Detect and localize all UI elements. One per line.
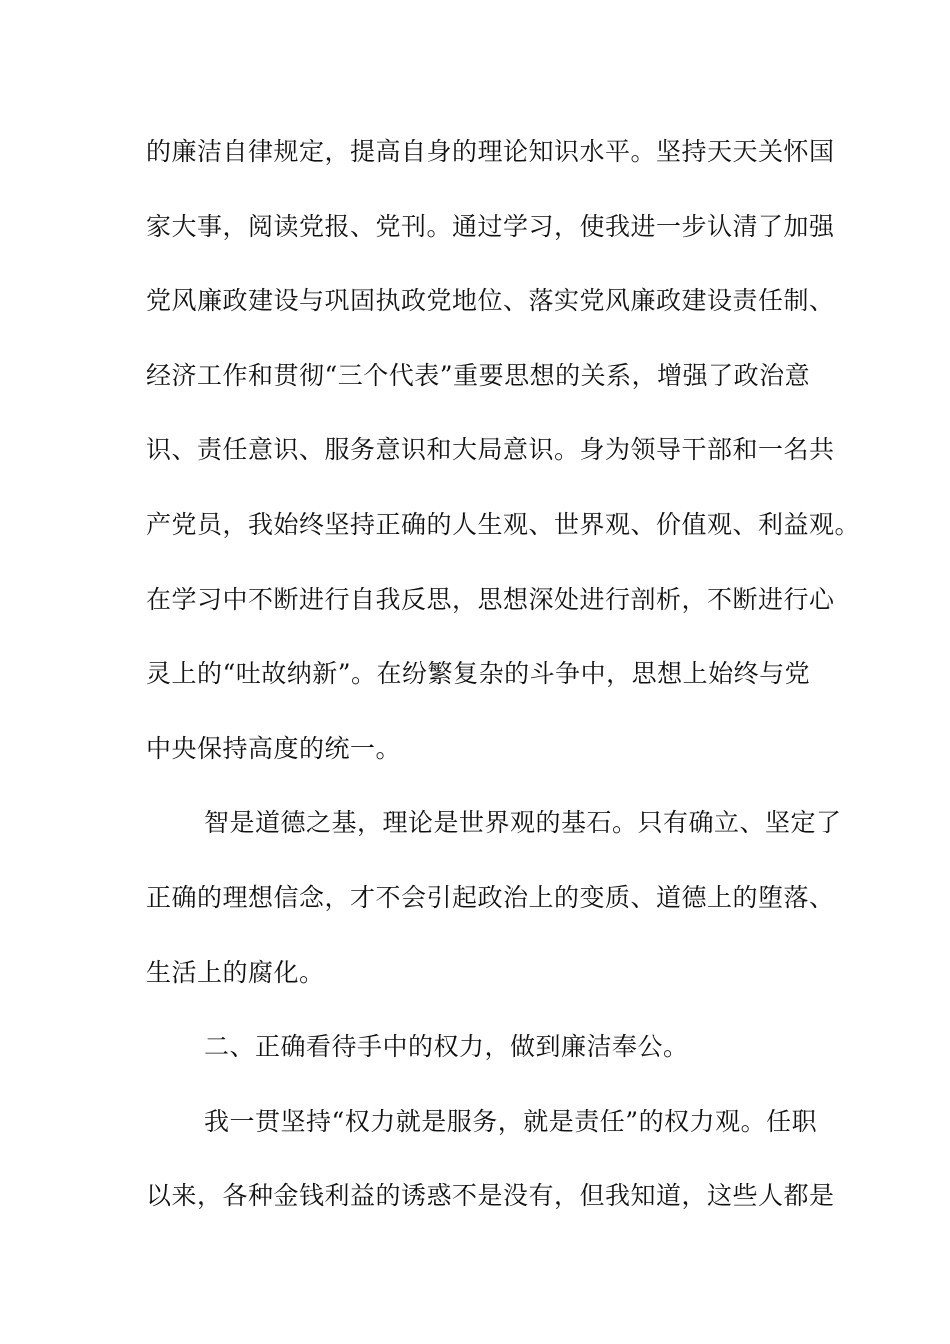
paragraph-first-line: 智是道德之基，理论是世界观的基石。只有确立、坚定了 — [204, 808, 842, 838]
section-heading: 二、正确看待手中的权力，做到廉洁奉公。 — [204, 1032, 689, 1062]
text-line: 党风廉政建设与巩固执政党地位、落实党风廉政建设责任制、 — [146, 286, 835, 316]
text-line: 以来，各种金钱利益的诱惑不是没有，但我知道，这些人都是 — [146, 1181, 835, 1211]
document-body — [146, 130, 861, 1249]
text-line: 正确的理想信念，才不会引起政治上的变质、道德上的堕落、 — [146, 882, 835, 912]
text-line: 识、责任意识、服务意识和大局意识。身为领导干部和一名共 — [146, 435, 835, 465]
text-line: 产党员，我始终坚持正确的人生观、世界观、价值观、利益观。 — [146, 509, 861, 539]
text-line: 经济工作和贯彻“三个代表”重要思想的关系，增强了政治意 — [146, 360, 811, 390]
text-line: 中央保持高度的统一。 — [146, 733, 402, 763]
paragraph-first-line: 我一贯坚持“权力就是服务，就是责任”的权力观。任职 — [204, 1106, 818, 1136]
text-line: 生活上的腐化。 — [146, 957, 325, 987]
text-line: 灵上的“吐故纳新”。在纷繁复杂的斗争中，思想上始终与党 — [146, 659, 811, 689]
text-line: 在学习中不断进行自我反思，思想深处进行剖析，不断进行心 — [146, 584, 835, 614]
text-line: 家大事，阅读党报、党刊。通过学习，使我进一步认清了加强 — [146, 211, 835, 241]
text-line: 的廉洁自律规定，提高自身的理论知识水平。坚持天天关怀国 — [146, 137, 835, 166]
